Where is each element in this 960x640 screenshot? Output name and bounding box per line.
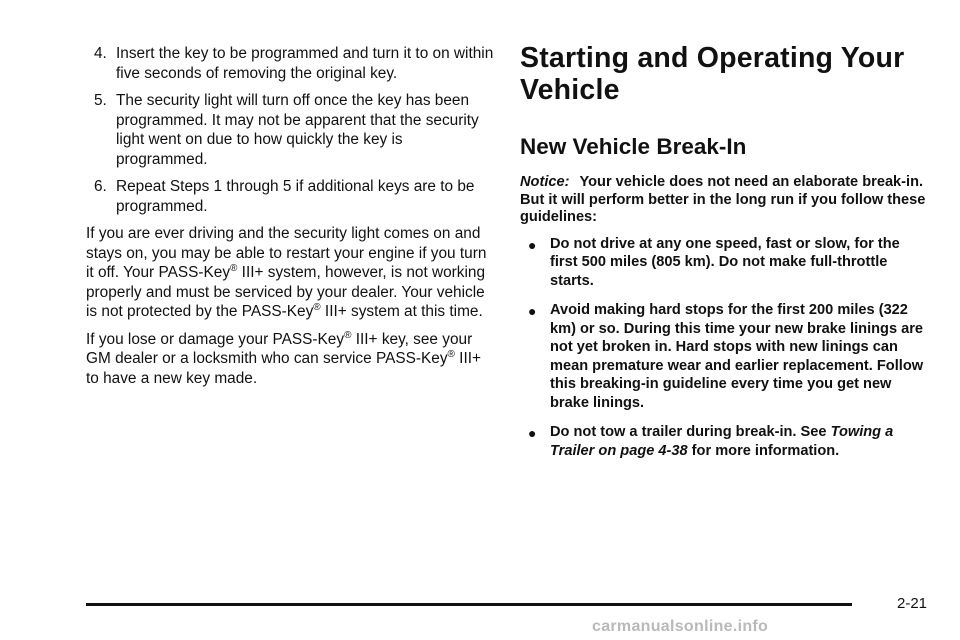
subsection-heading: New Vehicle Break-In — [520, 134, 747, 159]
paragraph-text: III+ system at this time. — [320, 303, 483, 320]
step-number: 6. — [94, 178, 107, 195]
registered-mark: ® — [344, 329, 352, 341]
paragraph-text: III+ system, however, is not working properly and must be serviced by your dealer. Your vehicle is not protected by the PASS-Key — [86, 264, 486, 320]
section-heading: Starting and Operating Your Vehicle — [520, 42, 905, 106]
paragraph-text: If you lose or damage your PASS-Key — [86, 330, 345, 348]
left-column — [86, 44, 496, 396]
notice-text: Your vehicle does not need an elaborate break-in. But it will perform better in the long run if you follow these guidelines: — [520, 174, 926, 225]
step-number: 5. — [94, 92, 107, 109]
bullet-icon: ● — [528, 425, 537, 441]
notice-label: Notice: — [520, 174, 570, 190]
lost-key-paragraph — [86, 330, 496, 389]
bullet-item — [520, 423, 930, 460]
page-number: 2-21 — [897, 595, 928, 612]
step-text: The security light will turn off once the key has been programmed. It may not be apparent that the security light went on due to how quickly the key is programmed. — [116, 92, 479, 168]
paragraph-text: III+ to have a new key made. — [86, 350, 481, 387]
right-column — [520, 42, 930, 471]
bullet-text: for more information. — [687, 442, 840, 459]
step-item — [86, 44, 496, 83]
footer-rule — [86, 603, 852, 606]
registered-mark: ® — [230, 262, 238, 274]
watermark: carmanualsonline.info — [592, 618, 769, 635]
bullet-item — [520, 301, 930, 412]
registered-mark: ® — [447, 348, 455, 360]
cross-reference-link[interactable]: Towing a Trailer on page 4-38 — [550, 424, 894, 459]
bullet-icon: ● — [528, 236, 537, 253]
bullet-text: Do not tow a trailer during break-in. See — [550, 424, 831, 440]
step-number: 4. — [94, 45, 107, 62]
step-text: Insert the key to be programmed and turn it to on within five seconds of removing the original key. — [116, 45, 494, 82]
step-item — [86, 177, 496, 216]
registered-mark: ® — [313, 301, 321, 313]
bullet-icon: ● — [528, 303, 537, 319]
paragraph-text: If you are ever driving and the security light comes on and stays on, you may be able to restart your engine if you turn it off. Your PASS-Key — [86, 225, 487, 281]
security-light-paragraph — [86, 224, 496, 322]
bullet-item — [520, 235, 930, 291]
bullet-text: Avoid making hard stops for the first 200 miles (322 km) or so. During this time your new brake linings are not yet broken in. Hard stops with new linings can mean premature wear and earlier replacement. Follow this breaking-in guideline every time you get new brake linings. — [550, 302, 924, 411]
step-text: Repeat Steps 1 through 5 if additional keys are to be programmed. — [116, 178, 475, 215]
notice-block — [520, 174, 930, 227]
paragraph-text: III+ key, see your GM dealer or a locksmith who can service PASS-Key — [86, 330, 473, 367]
bullet-text: Do not drive at any one speed, fast or slow, for the first 500 miles (805 km). Do not make full-throttle starts. — [550, 235, 900, 289]
step-item — [86, 91, 496, 169]
